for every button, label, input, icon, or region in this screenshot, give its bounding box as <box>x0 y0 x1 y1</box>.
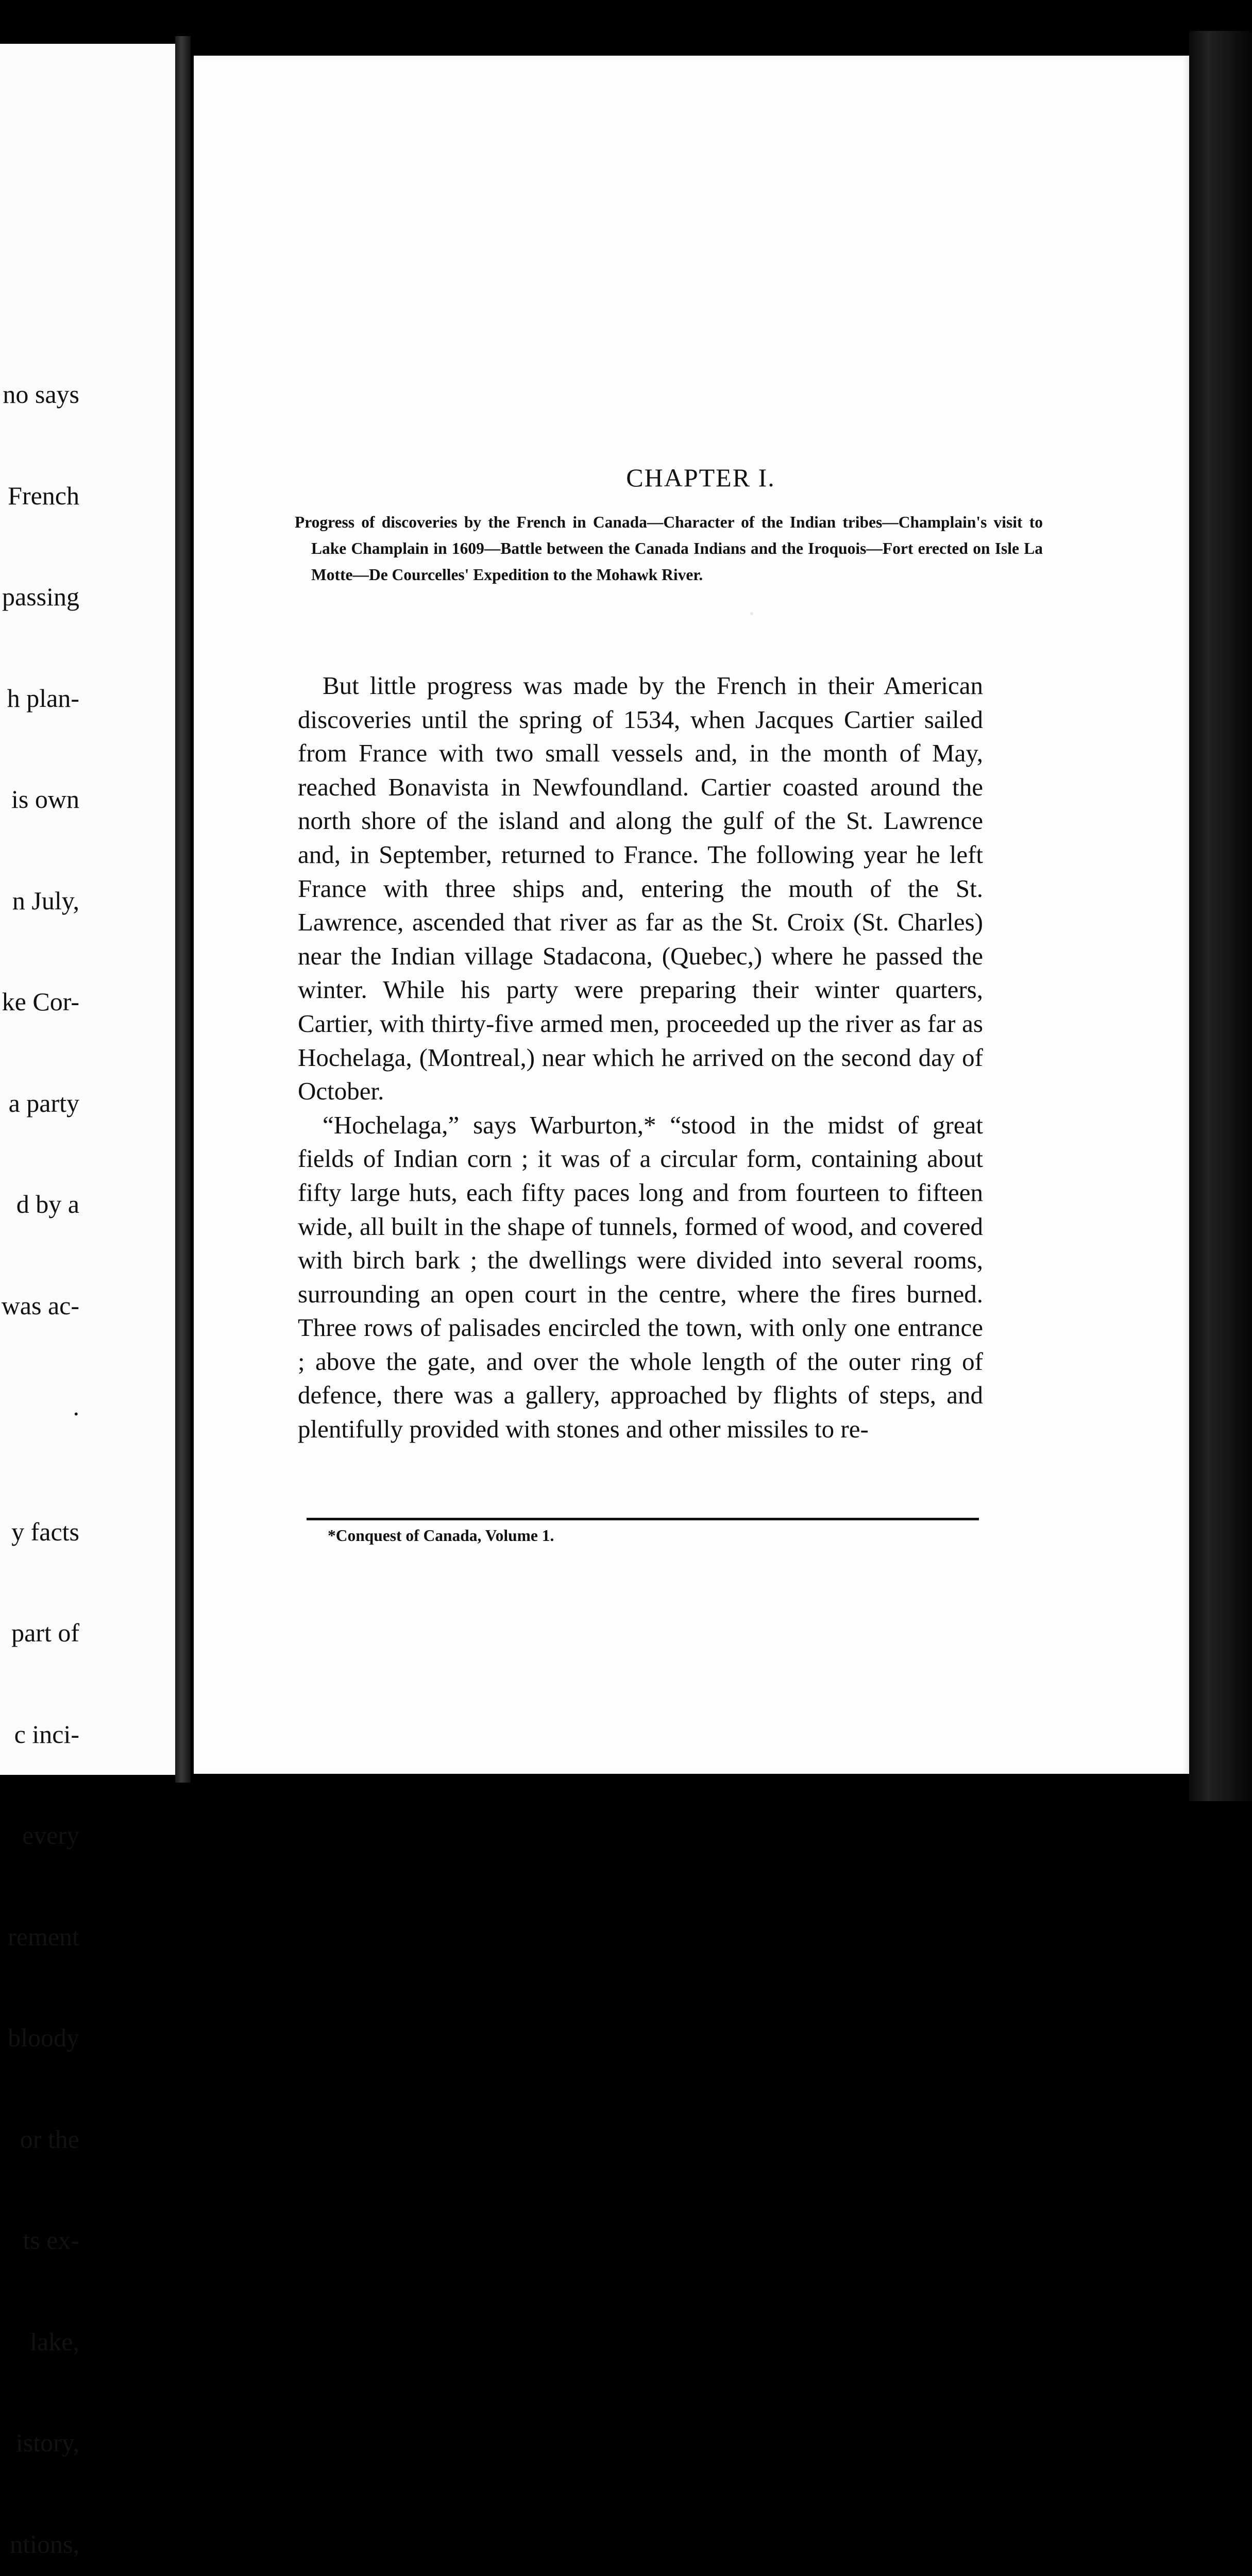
left-line: ts ex- <box>23 2226 79 2255</box>
left-line: no says <box>3 380 79 409</box>
footnote-divider <box>307 1518 979 1520</box>
left-line: bloody <box>8 2023 79 2052</box>
left-line: c inci- <box>14 1719 79 1749</box>
chapter-summary: Progress of discoveries by the French in Canada—Character of the Indian tribes—Champlain's visit to Lake Champlain in 1609—Battle between the Canada Indians and the Iroquois—Fort erected on Isle La Motte—De Courcelles' Expedition to the Mohawk River. <box>295 513 1043 584</box>
left-line: ntions, <box>10 2529 79 2558</box>
left-line: part of <box>11 1618 79 1647</box>
left-line: h plan- <box>7 683 79 713</box>
left-line: a party <box>8 1088 79 1117</box>
body-paragraph: “Hochelaga,” says Warburton,* “stood in the midst of great fields of Indian corn ; it was of a circular form, containing about fifty large huts, each fifty paces long and from fourteen to fifteen wide, all built in the shape of tunnels, formed of wood, and covered with birch bark ; the dwellings were divided into several rooms, surrounding an open court in the centre, where the fires burned. Three rows of palisades encircled the town, with only one entrance ; above the gate, and over the whole length of the outer ring of defence, there was a gallery, approached by flights of steps, and plentifully provided with stones and other missiles to re- <box>298 1110 983 1444</box>
right-page <box>194 56 1189 1774</box>
left-line: was ac- <box>1 1291 79 1320</box>
left-line: or the <box>20 2124 79 2154</box>
left-line: is own <box>11 785 79 814</box>
page-edge-shadow <box>1189 31 1252 1801</box>
left-page-fragment <box>0 44 175 2558</box>
left-line: passing <box>2 582 79 611</box>
left-line: rement <box>8 1922 79 1951</box>
body-text <box>298 669 983 1446</box>
book-gutter <box>175 36 191 1783</box>
left-line: n July, <box>12 886 79 915</box>
footnote: *Conquest of Canada, Volume 1. <box>328 1527 554 1545</box>
left-line: ke Cor- <box>2 987 79 1016</box>
body-paragraph: But little progress was made by the French in their American discoveries until the spring of 1534, when Jacques Cartier sailed from France with two small vessels and, in the month of May, reached Bonavista in Newfoundland. Cartier coasted around the north shore of the island and along the gulf of the St. Lawrence and, in September, returned to France. The following year he left France with three ships and, entering the mouth of the St. Lawrence, ascended that river as far as the St. Croix (St. Charles) near the Indian village Stadacona, (Quebec,) where he passed the winter. While his party were preparing their winter quarters, Cartier, with thirty-five armed men, proceeded up the river as far as Hochelaga, (Montreal,) near which he arrived on the second day of October. <box>298 671 983 1106</box>
paper-speck <box>750 612 753 615</box>
left-line: . <box>73 1392 79 1421</box>
left-line: every <box>22 1821 79 1850</box>
left-line: French <box>8 481 79 510</box>
left-page-text <box>2 310 79 2576</box>
chapter-title: CHAPTER I. <box>626 463 775 492</box>
left-line: lake, <box>30 2327 79 2356</box>
left-line: istory, <box>15 2428 79 2457</box>
left-line: d by a <box>16 1190 79 1218</box>
left-line: y facts <box>11 1517 79 1546</box>
